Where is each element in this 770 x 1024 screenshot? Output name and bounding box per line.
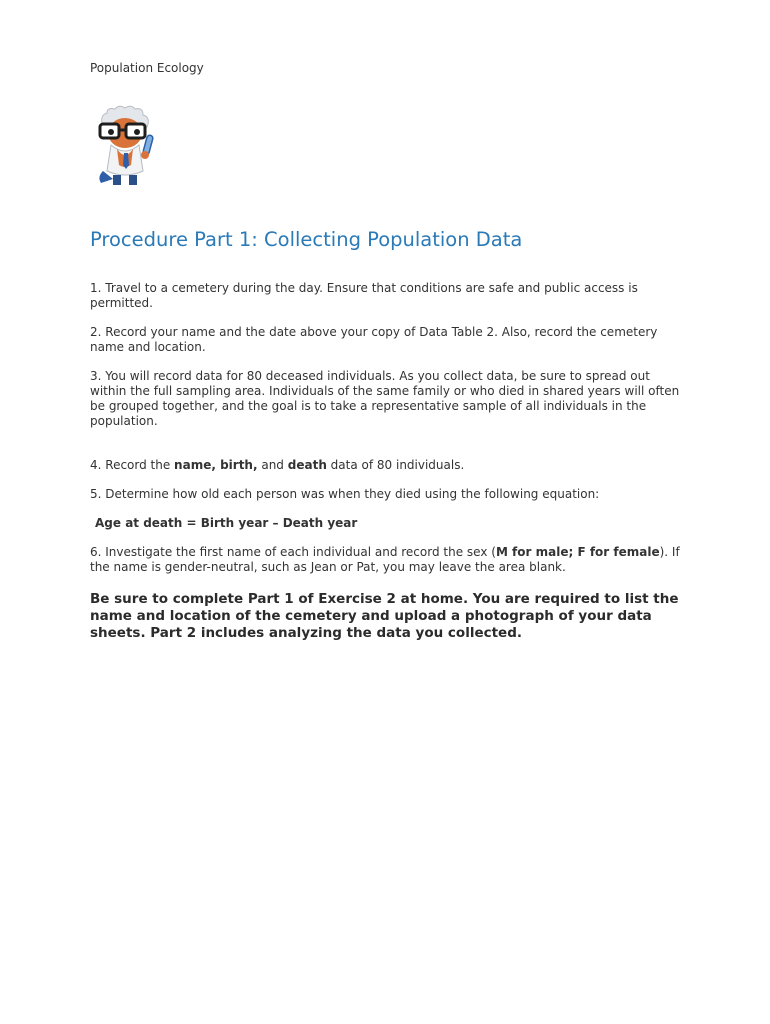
step-6-suffix: ). If the name is gender-neutral, such as Jean or Pat, you may leave the area blank. <box>90 545 680 574</box>
step-4-mid: and <box>257 458 288 472</box>
step-4-prefix: 4. Record the <box>90 458 175 472</box>
step-6-bold-sex: M for male; F for female <box>495 545 660 559</box>
step-4-suffix: data of 80 individuals. <box>326 458 465 472</box>
step-4 <box>90 458 680 473</box>
step-1: 1. Travel to a cemetery during the day. Ensure that conditions are safe and public access is permitted. <box>90 281 638 310</box>
step-4-bold-name-birth: name, birth, <box>174 458 258 472</box>
age-formula: Age at death = Birth year – Death year <box>95 516 358 530</box>
page-title: Procedure Part 1: Collecting Population Data <box>90 228 523 251</box>
step-6 <box>90 545 680 575</box>
step-2: 2. Record your name and the date above your copy of Data Table 2. Also, record the cemetery name and location. <box>90 325 658 354</box>
step-3: 3. You will record data for 80 deceased individuals. As you collect data, be sure to spread out within the full sampling area. Individuals of the same family or who died in shared years will often be grouped together, and the goal is to take a representative sample of all individuals in the population. <box>90 369 680 428</box>
step-5: 5. Determine how old each person was when they died using the following equation: <box>90 487 600 501</box>
step-4-bold-death: death <box>287 458 327 472</box>
closing-instructions: Be sure to complete Part 1 of Exercise 2 at home. You are required to list the name and location of the cemetery and upload a photograph of your data sheets. Part 2 includes analyzing the data you collected. <box>90 591 679 641</box>
document-header: Population Ecology <box>90 61 204 75</box>
scientist-mascot-icon <box>93 105 165 189</box>
procedure-steps <box>90 281 680 589</box>
step-6-prefix: 6. Investigate the first name of each individual and record the sex ( <box>90 545 496 559</box>
